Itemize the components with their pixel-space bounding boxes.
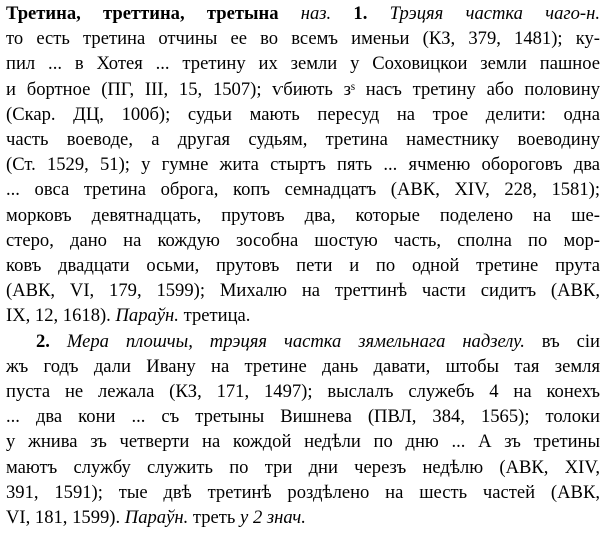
gloss-text: у 2 знач. <box>240 507 306 528</box>
citation-text: 391, 1591); тые двѣ третинѣ роздѣлено на шесть частей (АВК, <box>6 481 600 503</box>
citation-text: ковъ двадцати осьми, прутовъ пети и по одной третине прута <box>6 255 600 276</box>
entry-line <box>6 77 600 103</box>
headword-text: 2. <box>36 330 50 352</box>
gloss-text: Параўн. <box>115 305 179 327</box>
citation-text: пуста не лежала (КЗ, 171, 1497); выслалъ служебъ 4 на конехъ <box>6 381 600 402</box>
citation-text: IX, 12, 1618). <box>6 305 116 327</box>
citation-text: морковъ девятнадцать, прутовъ два, которые поделено на ше- <box>6 204 600 226</box>
entry-line <box>6 480 600 506</box>
entry-line <box>6 177 600 203</box>
entry-line <box>6 228 600 254</box>
citation-text: маютъ службу служить по три дни черезъ недѣлю (АВК, XIV, <box>6 456 600 478</box>
citation-text: (АВК, VI, 179, 1599); Михалю на треттинѣ части сидитъ (АВК, <box>6 280 600 302</box>
gloss-text: Трэцяя частка чаго-н. <box>367 3 600 24</box>
entry-line <box>6 354 600 380</box>
citation-text: часть воеводе, а другая судьям, третина наместнику воеводину <box>6 129 600 150</box>
citation-text: пил ... в Хотея ... третину их земли у Соховицкои земли пашное <box>6 53 600 75</box>
entry-line <box>6 26 600 52</box>
citation-text: въ сiи <box>524 330 600 352</box>
citation-text: то есть третина отчины ее во всемъ именьи (КЗ, 379, 1481); ку- <box>6 28 600 50</box>
entry-line <box>6 379 600 405</box>
citation-text: третица. <box>178 305 251 327</box>
entry-line <box>6 102 600 128</box>
citation-text: треть <box>188 507 241 528</box>
entry-line <box>6 253 600 279</box>
entry-line <box>6 278 600 304</box>
citation-text: (Скар. ДЦ, 100б); судьи мають пересуд на трое делити: одна <box>6 103 600 125</box>
citation-text: ... два кони ... съ третыны Вишнева (ПВЛ, 384, 1565); толоки <box>6 406 600 428</box>
headword-text: 1. <box>353 3 368 24</box>
entry-line <box>6 152 600 178</box>
citation-text: у жнива зъ четверти на кождой недѣли по дню ... А зъ третины <box>6 431 600 453</box>
gloss-text: Параўн. <box>124 507 189 528</box>
entry-line <box>6 505 600 531</box>
entry-line <box>6 429 600 455</box>
citation-text: жъ годъ дали Ивану на третине дань давати, штобы тая земля <box>6 355 600 377</box>
citation-text: ... овса третина оброга, копъ семнадцатъ (АВК, XIV, 228, 1581); <box>6 179 600 201</box>
citation-text: и бортное (ПГ, III, 15, 1507); ѵбиють зˢ насъ третину або половину <box>6 78 600 100</box>
entry-line <box>6 51 600 77</box>
entry-line <box>6 303 600 329</box>
gloss-text: наз. <box>278 3 354 24</box>
entry-line <box>6 203 600 229</box>
headword-text: Третина, треттина, третына <box>6 3 279 24</box>
entry-line <box>6 1 600 27</box>
gloss-text: Мера плошчы, трэцяя частка зямельнага надзелу. <box>49 330 525 352</box>
entry-line <box>6 404 600 430</box>
entry-line <box>36 329 600 355</box>
citation-text: (Ст. 1529, 51); у гумне жита стыртъ пять ... ячменю обороговъ два <box>6 154 600 176</box>
entry-line <box>6 127 600 153</box>
citation-text: стеро, дано на кождую зособна шостую часть, сполна по мор- <box>6 229 600 251</box>
entry-line <box>6 455 600 481</box>
citation-text: VI, 181, 1599). <box>6 507 125 528</box>
